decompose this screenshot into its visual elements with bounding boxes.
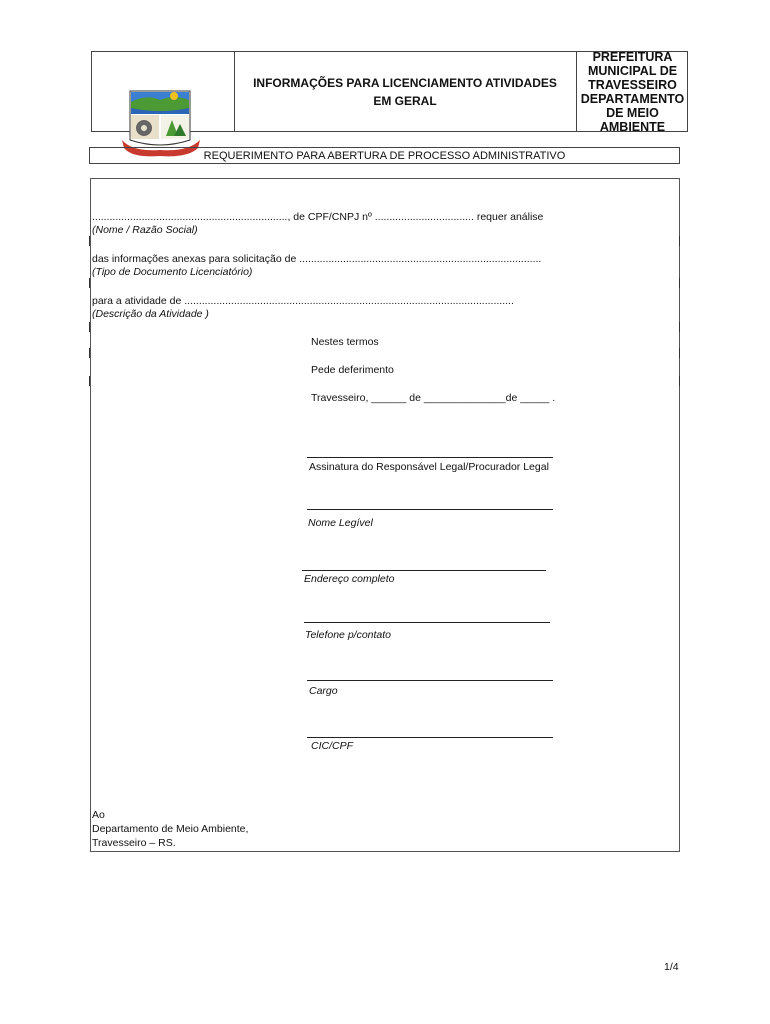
- margin-tick: [89, 236, 90, 246]
- header-table: [91, 51, 688, 132]
- name-label: Nome Legível: [308, 517, 373, 529]
- phone-label: Telefone p/contato: [305, 629, 392, 641]
- margin-tick: [679, 376, 680, 386]
- signature-label: Assinatura do Responsável Legal/Procurador Legal: [309, 461, 549, 473]
- cic-label: CIC/CPF: [311, 740, 353, 752]
- field-document-line[interactable]: das informações anexas para solicitação de ...................................................................................: [92, 253, 542, 265]
- field-activity-label: (Descrição da Atividade ): [92, 308, 209, 320]
- cargo-label: Cargo: [309, 685, 338, 697]
- margin-tick: [89, 278, 90, 288]
- signature-line[interactable]: [307, 457, 553, 458]
- org-line: MUNICIPAL DE: [587, 63, 678, 78]
- address-label: Endereço completo: [304, 573, 395, 585]
- title-line1: INFORMAÇÕES PARA LICENCIAMENTO ATIVIDADES: [253, 75, 557, 90]
- phone-line[interactable]: [304, 622, 550, 623]
- closing-pede: Pede deferimento: [311, 364, 394, 376]
- org-line: PREFEITURA: [592, 49, 673, 64]
- cic-line[interactable]: [307, 737, 553, 738]
- field-name-label: (Nome / Razão Social): [92, 224, 198, 236]
- address-line[interactable]: [302, 570, 546, 571]
- form-box: [90, 178, 680, 852]
- org-line: DEPARTAMENTO: [580, 91, 685, 106]
- closing-nestes: Nestes termos: [311, 336, 379, 348]
- address-ao: Ao: [92, 809, 105, 821]
- margin-tick: [89, 322, 90, 332]
- margin-tick: [89, 376, 90, 386]
- org-line: TRAVESSEIRO: [588, 77, 677, 92]
- requerimento-title: REQUERIMENTO PARA ABERTURA DE PROCESSO ADMINISTRATIVO: [89, 147, 680, 164]
- field-name-line[interactable]: ..................................................................., de CPF/CNPJ nº .................................. requer análise: [92, 211, 544, 223]
- org-cell: [576, 49, 688, 134]
- margin-tick: [679, 322, 680, 332]
- margin-tick: [679, 278, 680, 288]
- field-activity-line[interactable]: para a atividade de .................................................................................................................: [92, 295, 514, 307]
- name-line[interactable]: [307, 509, 553, 510]
- logo-cell: [92, 52, 235, 131]
- title-line2: EM GERAL: [373, 93, 437, 108]
- field-document-label: (Tipo de Documento Licenciatório): [92, 266, 253, 278]
- cargo-line[interactable]: [307, 680, 553, 681]
- margin-tick: [679, 236, 680, 246]
- address-dept: Departamento de Meio Ambiente,: [92, 823, 249, 835]
- header-title: [234, 52, 576, 131]
- margin-tick: [679, 348, 680, 358]
- org-line: DE MEIO AMBIENTE: [599, 105, 666, 134]
- local-date-line[interactable]: Travesseiro, ______ de ______________de _____ .: [311, 392, 556, 404]
- margin-tick: [89, 348, 90, 358]
- page-number: 1/4: [664, 961, 679, 973]
- address-city: Travesseiro – RS.: [92, 837, 176, 849]
